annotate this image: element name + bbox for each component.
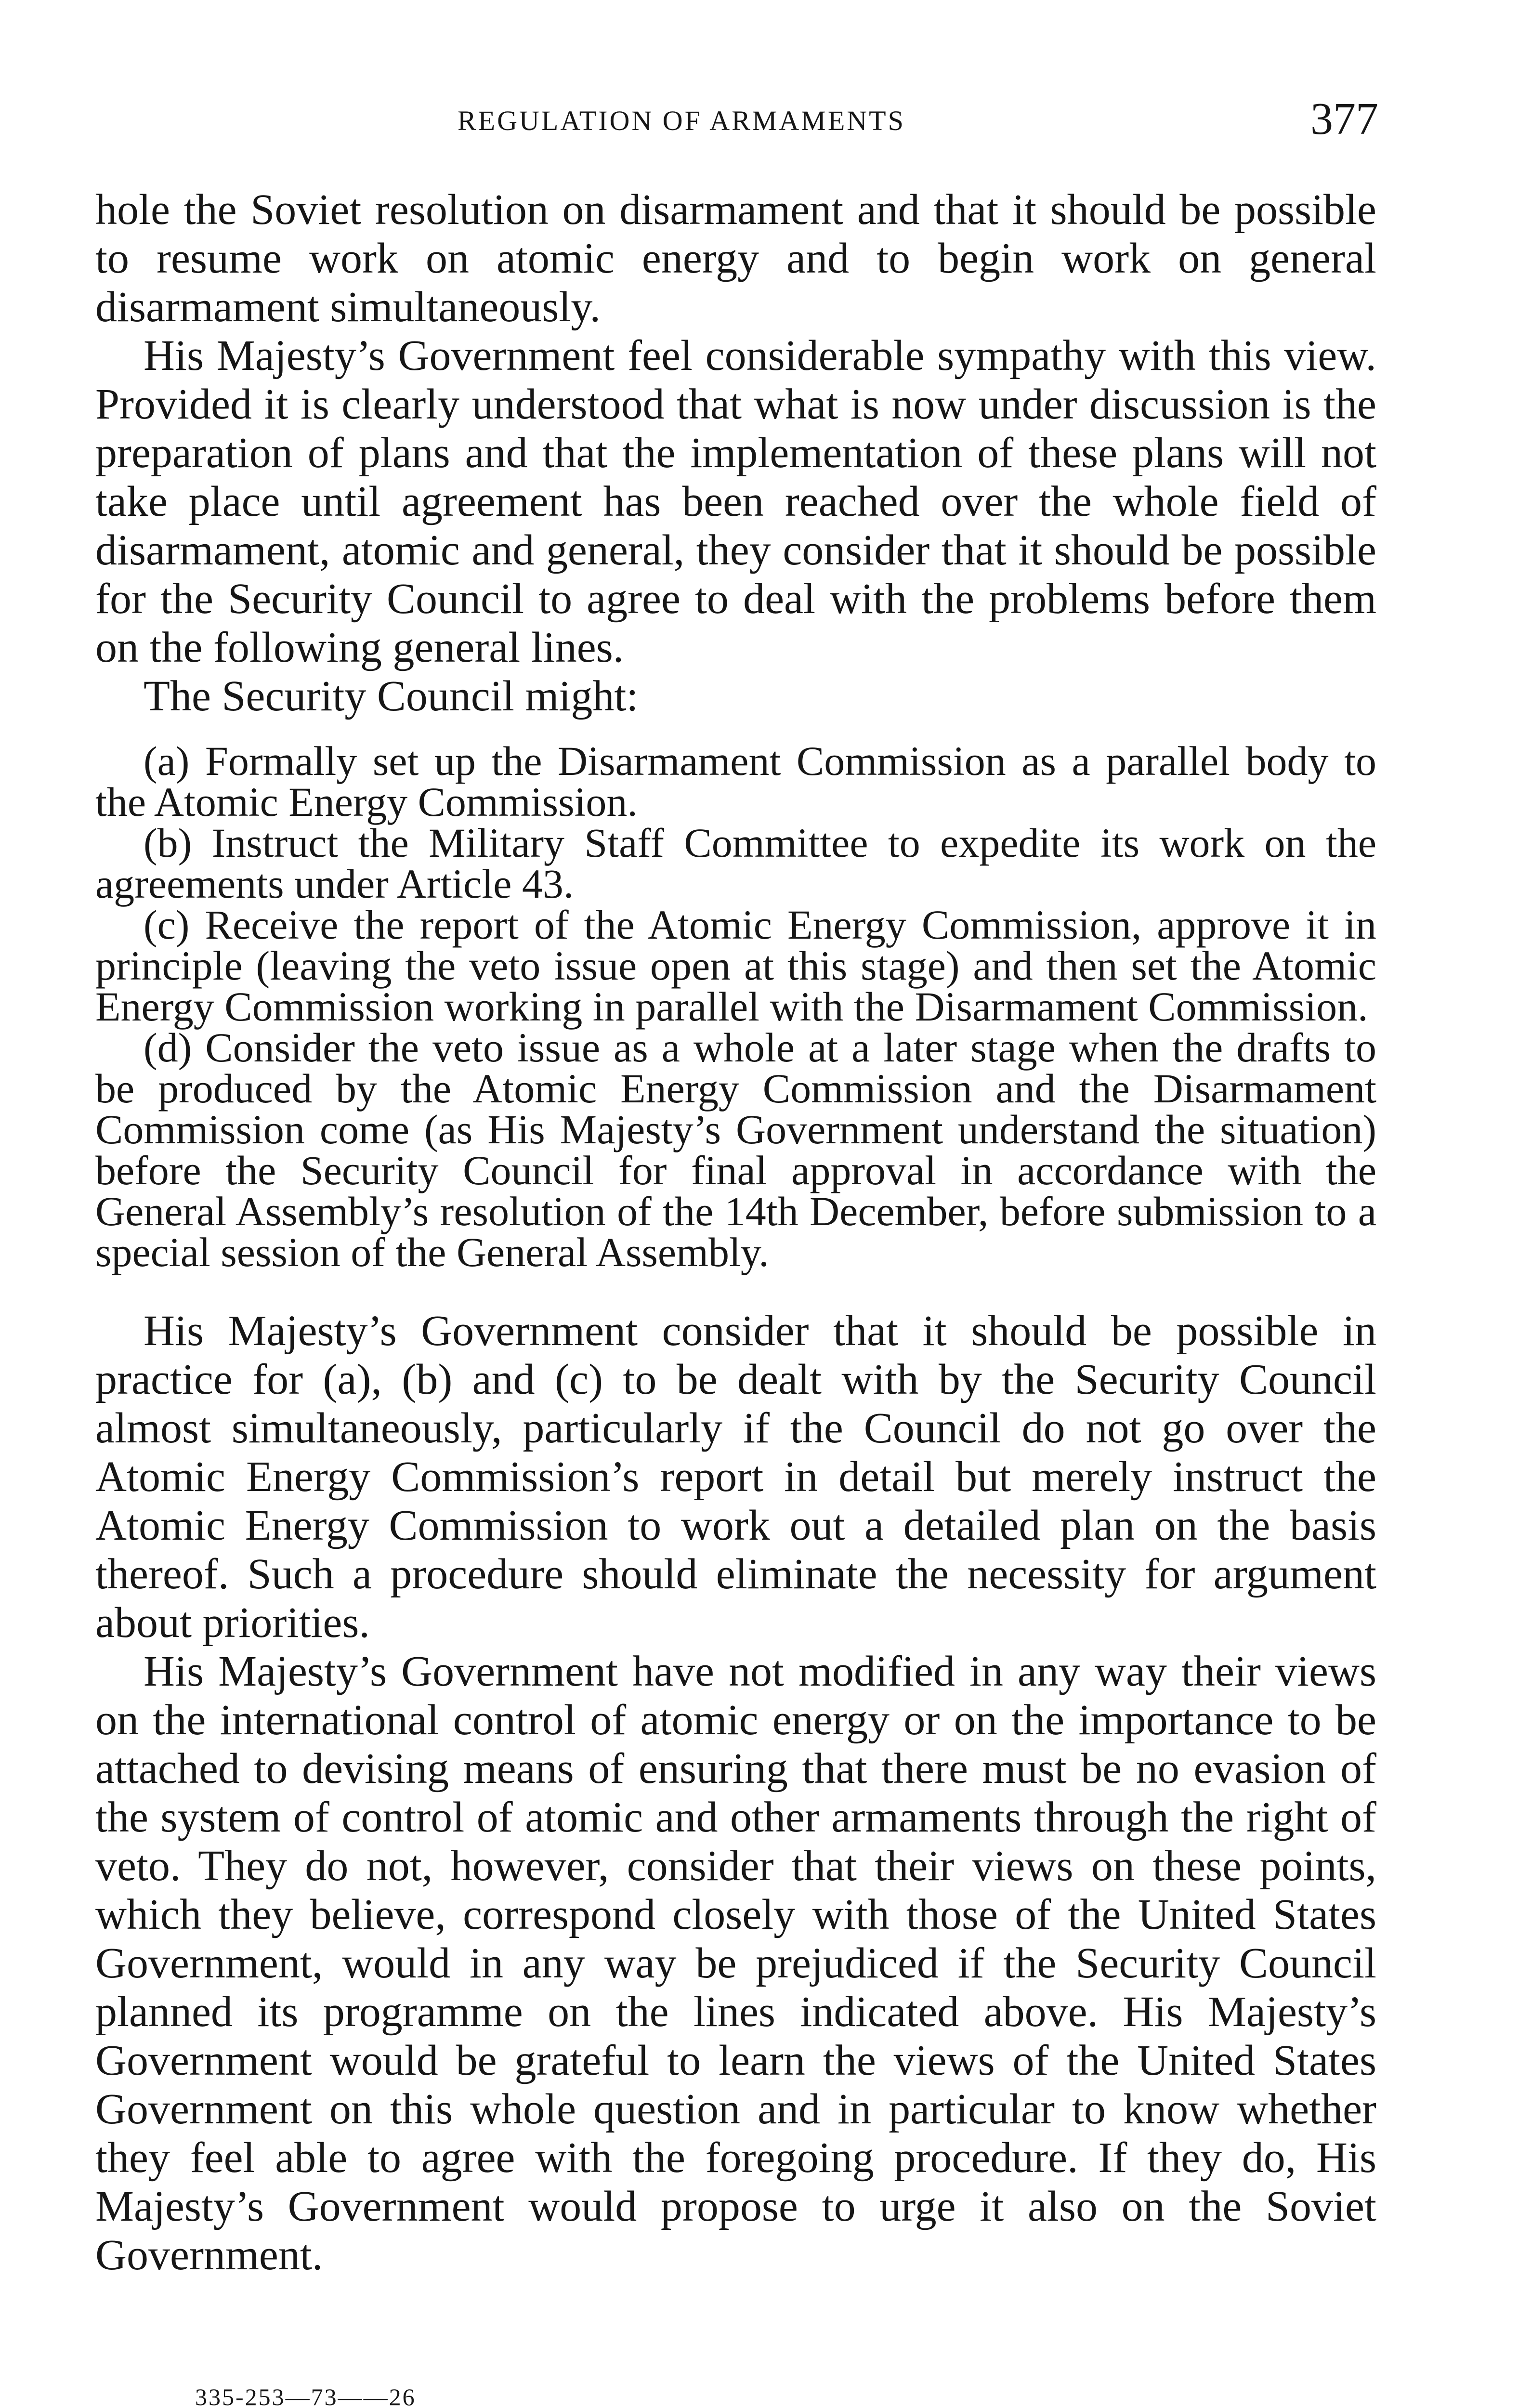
list-item-b: (b) Instruct the Military Staff Committee to expedite its work on the agreements under Article 43.: [95, 820, 1376, 907]
proposal-list: [95, 738, 1376, 1275]
paragraph-council-might: The Security Council might:: [144, 672, 639, 720]
paragraph-views: His Majesty’s Government have not modified in any way their views on the international control of atomic energy or on the importance to be attached to devising means of ensuring that there must be no evasion of the system of control of atomic and other armaments through the right of veto. They do not, however, consider that their views on these points, which they believe, correspond closely with those of the United States Government, would in any way be prejudiced if the Security Council planned its programme on the lines indicated above. His Majesty’s Government would be grateful to learn the views of the United States Government on this whole question and in particular to know whether they feel able to agree with the foregoing procedure. If they do, His Majesty’s Government would propose to urge it also on the Soviet Government.: [95, 1648, 1376, 2279]
paragraph-sympathy: His Majesty’s Government feel considerable sympathy with this view. Provided it is clearly understood that what is now under discussion is the preparation of plans and that the implementation of these plans will not take place until agreement has been reached over the whole field of disarmament, atomic and general, they consider that it should be possible for the Security Council to agree to deal with the problems before them on the following general lines.: [95, 332, 1376, 671]
list-item-a: (a) Formally set up the Disarmament Commission as a parallel body to the Atomic Energy Commission.: [95, 738, 1376, 825]
paragraph-simultaneous: His Majesty’s Government consider that it should be possible in practice for (a), (b) and (c) to be dealt with by the Security Council almost simultaneously, particularly if the Council do not go over the Atomic Energy Commission’s report in detail but merely instruct the Atomic Energy Commission to work out a detailed plan on the basis thereof. Such a procedure should eliminate the necessity for argument about priorities.: [95, 1307, 1376, 1647]
list-item-c: (c) Receive the report of the Atomic Energy Commission, approve it in principle (leaving the veto issue open at this stage) and then set the Atomic Energy Commission working in parallel with the Disarmament Commission.: [95, 902, 1376, 1030]
list-item-d: (d) Consider the veto issue as a whole at a later stage when the drafts to be produced by the Atomic Energy Commission and the Disarmament Commission come (as His Majesty’s Government understand the situation) before the Security Council for final approval in accordance with the General Assembly’s resolution of the 14th December, before submission to a special session of the General Assembly.: [95, 1024, 1376, 1275]
paragraph-continuation: hole the Soviet resolution on disarmament and that it should be possible to resume work on atomic energy and to begin work on general disarmament simultaneously.: [95, 186, 1376, 331]
running-head: REGULATION OF ARMAMENTS: [458, 105, 905, 136]
page-number: 377: [1310, 94, 1378, 144]
print-code: 335-253—73——26: [195, 2383, 416, 2408]
body-text: [95, 185, 1376, 2279]
